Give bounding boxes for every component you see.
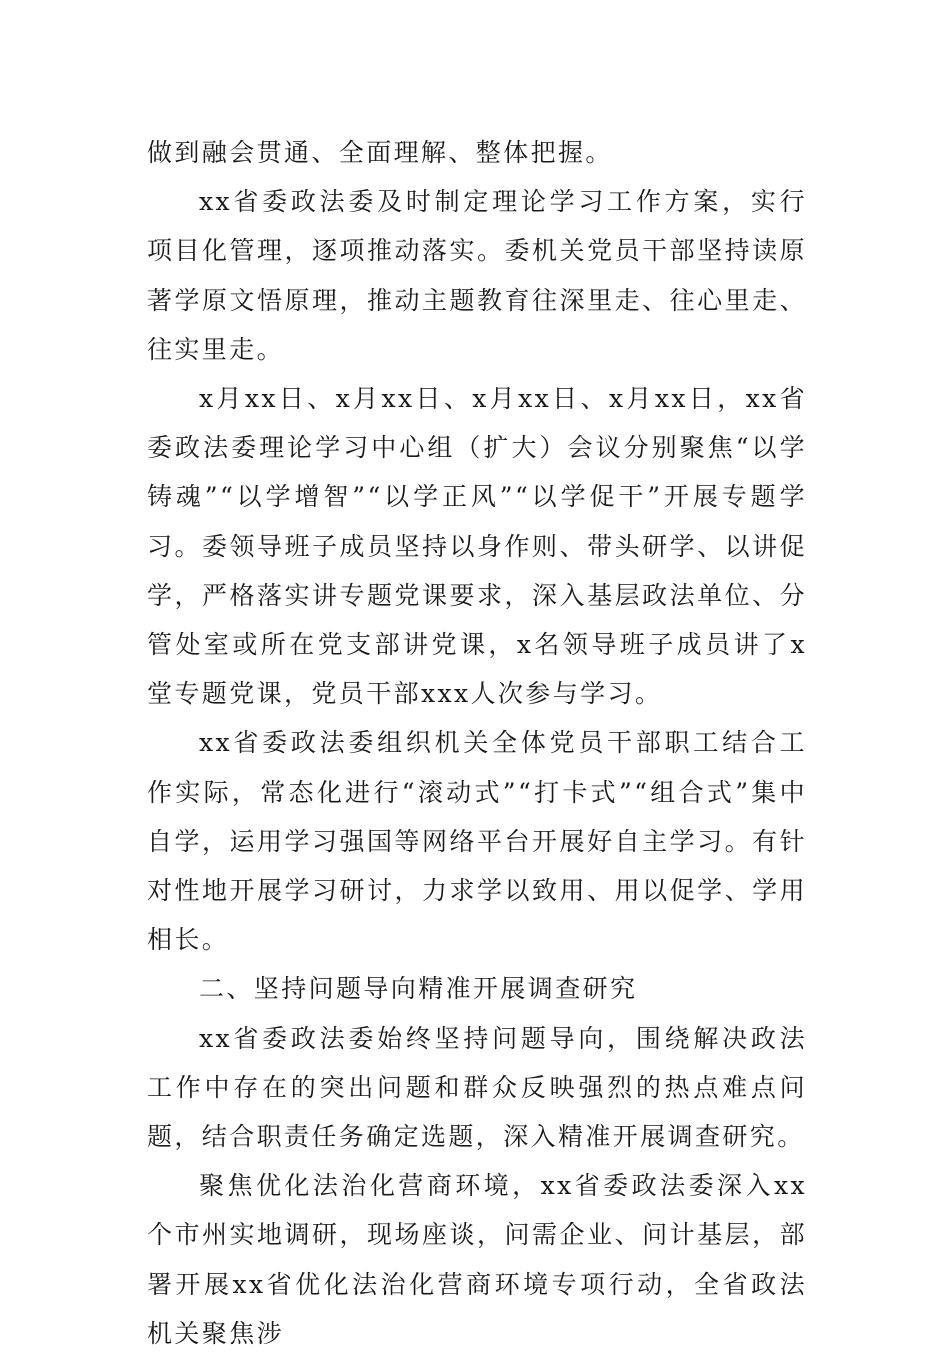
paragraph-problem-oriented: xx省委政法委始终坚持问题导向，围绕解决政法工作中存在的突出问题和群众反映强烈的热点难点问题，结合职责任务确定选题，深入精准开展调查研究。 <box>147 1023 807 1152</box>
paragraph-business-environment: 聚焦优化法治化营商环境，xx省委政法委深入xx个市州实地调研，现场座谈，问需企业、问计基层，部署开展xx省优化法治化营商环境专项行动，全省政法机关聚焦涉 <box>147 1171 807 1348</box>
paragraph-study-plan: xx省委政法委及时制定理论学习工作方案，实行项目化管理，逐项推动落实。委机关党员干部坚持读原著学原文悟原理，推动主题教育往深里走、往心里走、往实里走。 <box>147 187 807 364</box>
paragraph-self-study: xx省委政法委组织机关全体党员干部职工结合工作实际，常态化进行“滚动式”“打卡式”“组合式”集中自学，运用学习强国等网络平台开展好自主学习。有针对性地开展学习研讨，力求学以致用、用以促学、学用相长。 <box>147 728 807 955</box>
section-heading-research: 二、坚持问题导向精准开展调查研究 <box>199 974 638 1004</box>
document-body <box>147 128 807 1358</box>
paragraph-center-group-study: x月xx日、x月xx日、x月xx日、x月xx日，xx省委政法委理论学习中心组（扩大）会议分别聚焦“以学铸魂”“以学增智”“以学正风”“以学促干”开展专题学习。委领导班子成员坚持以身作则、带头研学、以讲促学，严格落实讲专题党课要求，深入基层政法单位、分管处室或所在党支部讲党课，x名领导班子成员讲了x堂专题党课，党员干部xxx人次参与学习。 <box>147 384 807 709</box>
paragraph-continuation: 做到融会贯通、全面理解、整体把握。 <box>147 138 613 167</box>
